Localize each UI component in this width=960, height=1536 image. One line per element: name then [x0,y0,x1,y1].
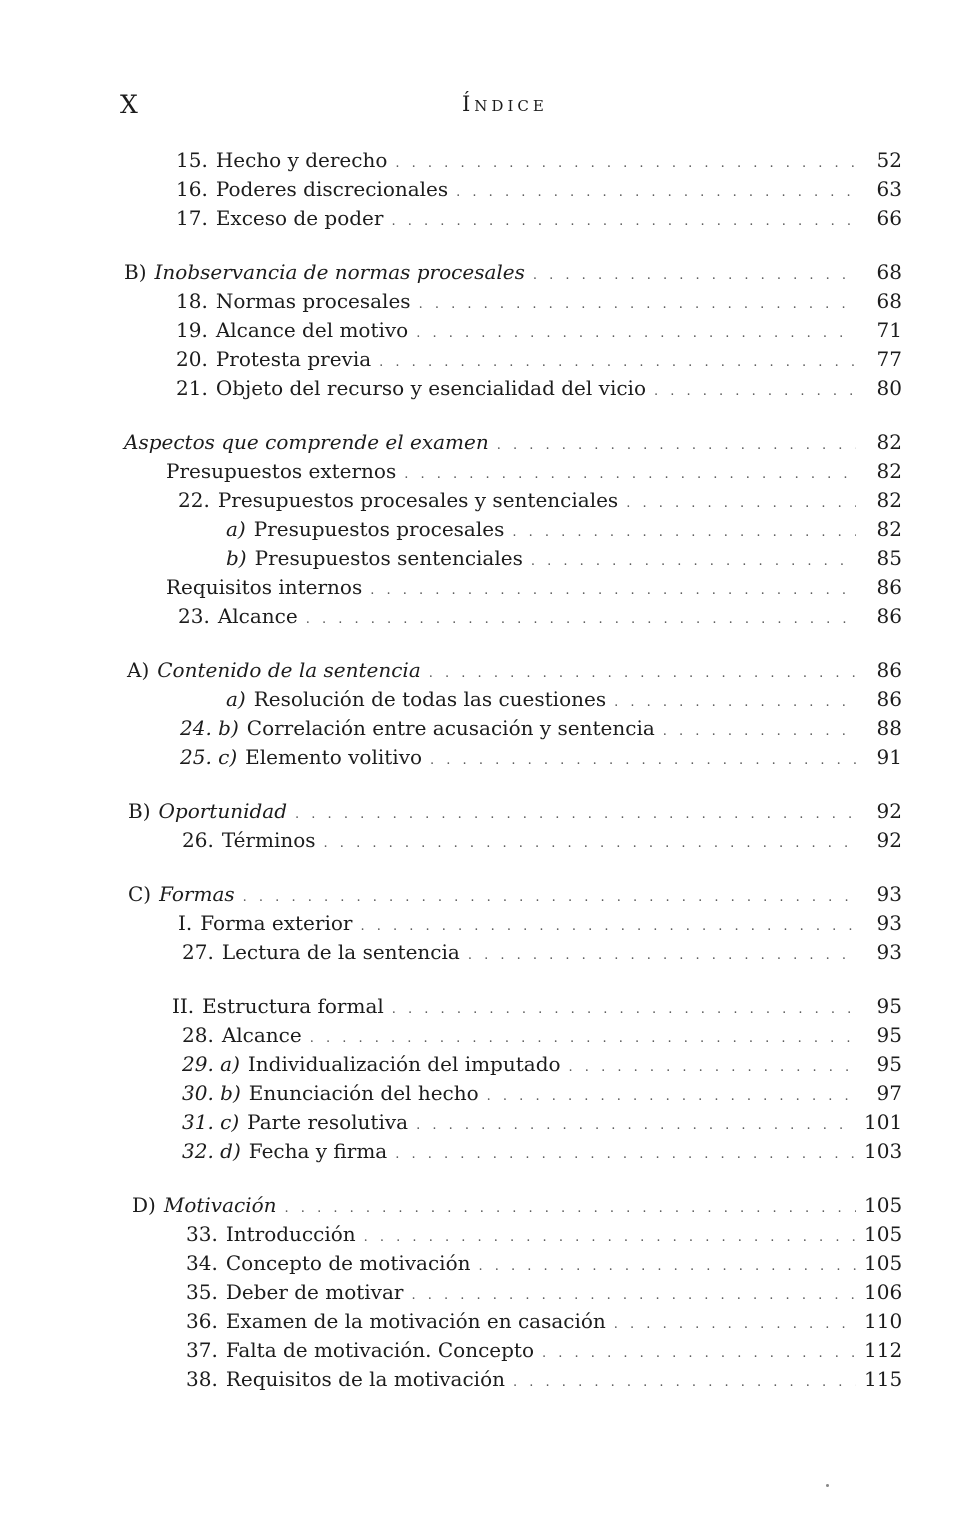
toc-entry-page: 52 [876,148,902,172]
toc-entry-title: Correlación entre acusación y sentencia [246,716,655,740]
dot-leader [395,149,856,178]
toc-entry-page: 93 [876,911,902,935]
toc-entry-number: C) [128,882,152,906]
dot-leader [324,829,856,858]
toc-entry-title: Hecho y derecho [215,148,388,172]
toc-entry-page: 91 [876,745,902,769]
toc-entry-title: Introducción [225,1222,356,1246]
toc-entry-number: 16. [176,177,208,201]
toc-entry [0,1137,960,1166]
toc-entry-title: Deber de motivar [225,1280,404,1304]
toc-entry-page: 105 [864,1251,903,1275]
toc-entry-title: Lectura de la sentencia [221,940,460,964]
toc-entry-page: 106 [864,1280,903,1304]
toc-entry-title: Individualización del imputado [247,1052,561,1076]
dot-leader [614,1310,856,1339]
toc-entry-page: 93 [876,882,902,906]
toc-entry-title: Poderes discrecionales [215,177,449,201]
toc-entry-title: Aspectos que comprende el examen [124,430,489,454]
toc-entry [0,1050,960,1079]
dot-leader [379,348,856,377]
dot-leader [360,912,856,941]
toc-entry-number: 17. [176,206,208,230]
toc-entry [0,1278,960,1307]
dot-leader [404,460,856,489]
toc-entry-number: a) [226,687,246,711]
toc-entry [0,938,960,967]
toc-entry [0,797,960,826]
toc-entry-title: Presupuestos procesales y sentenciales [217,488,619,512]
toc-entry-title: Términos [221,828,316,852]
toc-entry-page: 86 [876,658,902,682]
toc-entry [0,1079,960,1108]
toc-entry-title: Examen de la motivación en casación [225,1309,606,1333]
dot-leader [416,319,856,348]
toc-entry-title: Normas procesales [215,289,411,313]
toc-entry [0,602,960,631]
toc-entry-number: 38. [186,1367,218,1391]
dot-leader [533,261,856,290]
toc-entry-number: 15. [176,148,208,172]
toc-entry-title: Contenido de la sentencia [157,658,421,682]
toc-entry [0,486,960,515]
toc-entry-page: 63 [876,177,902,201]
dot-leader [429,659,856,688]
toc-entry [0,345,960,374]
toc-entry-title: Objeto del recurso y esencialidad del vicio [215,376,646,400]
dot-leader [295,800,856,829]
toc-entry-title: Oportunidad [158,799,288,823]
toc-entry-page: 105 [864,1222,903,1246]
toc-entry-number: 24. b) [180,716,239,740]
toc-entry-page: 86 [876,604,902,628]
toc-entry [0,457,960,486]
toc-entry [0,743,960,772]
toc-entry [0,992,960,1021]
toc-entry [0,826,960,855]
toc-entry-page: 93 [876,940,902,964]
toc-entry-title: Fecha y firma [248,1139,388,1163]
dot-leader [392,995,856,1024]
dot-leader [531,547,856,576]
toc-entry-page: 88 [876,716,902,740]
toc-entry-title: Inobservancia de normas procesales [154,260,525,284]
toc-entry-page: 92 [876,799,902,823]
toc-entry-title: Presupuestos sentenciales [254,546,523,570]
dot-leader [487,1082,856,1111]
toc-entry-number: 29. a) [182,1052,240,1076]
toc-entry [0,1191,960,1220]
toc-entry [0,1021,960,1050]
toc-entry-number: 20. [176,347,208,371]
toc-entry-page: 86 [876,575,902,599]
toc-entry-number: 27. [182,940,214,964]
dot-leader [468,941,856,970]
toc-entry-page: 71 [876,318,902,342]
toc-entry-page: 92 [876,828,902,852]
dot-leader [654,377,856,406]
toc-entry-number: 25. c) [180,745,238,769]
toc-entry-page: 82 [876,517,902,541]
toc-entry [0,428,960,457]
toc-entry-number: 35. [186,1280,218,1304]
toc-entry [0,1249,960,1278]
toc-entry-number: a) [226,517,246,541]
toc-entry-title: Requisitos de la motivación [225,1367,506,1391]
page-number: X [120,90,139,119]
dot-leader [479,1252,857,1281]
toc-entry-title: Falta de motivación. Concepto [225,1338,535,1362]
toc-entry-title: Formas [159,882,235,906]
dot-leader [285,1194,856,1223]
dot-leader [614,688,856,717]
table-of-contents [0,146,960,1394]
toc-entry-page: 95 [876,1052,902,1076]
toc-entry [0,374,960,403]
toc-entry-page: 85 [876,546,902,570]
dot-leader [411,1281,856,1310]
toc-entry [0,1307,960,1336]
toc-entry-title: Estructura formal [202,994,384,1018]
toc-entry-title: Forma exterior [200,911,353,935]
section-gap [0,772,960,797]
toc-entry-page: 77 [876,347,902,371]
dot-leader [569,1053,856,1082]
toc-entry-number: I. [178,911,193,935]
toc-entry-page: 86 [876,687,902,711]
section-gap [0,233,960,258]
toc-entry-title: Elemento volitivo [245,745,423,769]
toc-entry-page: 66 [876,206,902,230]
toc-entry [0,1220,960,1249]
toc-entry-page: 68 [876,289,902,313]
dot-leader [419,290,856,319]
dot-leader [513,1368,856,1397]
toc-entry-page: 95 [876,1023,902,1047]
section-gap [0,631,960,656]
toc-entry-title: Exceso de poder [215,206,384,230]
toc-entry-title: Enunciación del hecho [248,1081,479,1105]
toc-entry [0,880,960,909]
section-gap [0,403,960,428]
dot-leader [306,605,856,634]
toc-entry-number: 23. [178,604,210,628]
dot-leader [626,489,856,518]
toc-entry-title: Resolución de todas las cuestiones [253,687,607,711]
section-gap [0,967,960,992]
toc-entry-number: 32. d) [182,1139,241,1163]
dot-leader [310,1024,856,1053]
dot-leader [663,717,856,746]
toc-entry-page: 82 [876,488,902,512]
toc-entry-title: Motivación [163,1193,277,1217]
toc-entry-number: 34. [186,1251,218,1275]
toc-entry [0,175,960,204]
toc-entry-title: Parte resolutiva [247,1110,409,1134]
dot-leader [456,178,856,207]
toc-entry [0,573,960,602]
toc-entry-number: b) [226,546,247,570]
toc-entry [0,204,960,233]
toc-entry-number: II. [172,994,195,1018]
toc-entry-number: 31. c) [182,1110,240,1134]
dot-leader [364,1223,856,1252]
dot-leader [542,1339,856,1368]
toc-entry-title: Presupuestos externos [166,459,397,483]
toc-entry-number: D) [132,1193,156,1217]
toc-entry [0,258,960,287]
toc-entry-number: B) [128,799,151,823]
toc-entry-page: 103 [864,1139,903,1163]
toc-entry-page: 82 [876,459,902,483]
dot-leader [416,1111,856,1140]
dot-leader [370,576,856,605]
dot-leader [243,883,856,912]
toc-entry-title: Alcance [221,1023,302,1047]
toc-entry-number: 33. [186,1222,218,1246]
toc-entry-number: 26. [182,828,214,852]
toc-entry-number: 28. [182,1023,214,1047]
toc-entry [0,685,960,714]
toc-entry-number: B) [124,260,147,284]
toc-entry-page: 112 [864,1338,903,1362]
toc-entry-number: A) [127,658,150,682]
toc-entry [0,287,960,316]
toc-entry-page: 68 [876,260,902,284]
toc-entry [0,1336,960,1365]
toc-entry-number: 21. [176,376,208,400]
toc-entry-title: Presupuestos procesales [253,517,505,541]
dot-leader [430,746,856,775]
toc-entry-page: 101 [864,1110,903,1134]
toc-entry-page: 105 [864,1193,903,1217]
toc-entry [0,544,960,573]
page-title: Índice [462,92,548,116]
toc-entry-number: 22. [178,488,210,512]
dot-leader [512,518,856,547]
toc-entry-title: Alcance [217,604,298,628]
toc-entry-title: Concepto de motivación [225,1251,471,1275]
dot-leader [391,207,856,236]
toc-entry [0,1108,960,1137]
toc-entry-page: 80 [876,376,902,400]
toc-entry-title: Alcance del motivo [215,318,409,342]
toc-entry-number: 30. b) [182,1081,241,1105]
toc-entry-number: 36. [186,1309,218,1333]
print-speck [826,1484,829,1487]
toc-entry [0,714,960,743]
toc-entry-page: 95 [876,994,902,1018]
toc-entry [0,316,960,345]
page-header [0,86,960,126]
toc-entry-title: Protesta previa [215,347,372,371]
toc-entry-title: Requisitos internos [166,575,363,599]
dot-leader [497,431,856,460]
toc-entry [0,515,960,544]
toc-entry-number: 37. [186,1338,218,1362]
toc-entry [0,909,960,938]
toc-entry-page: 97 [876,1081,902,1105]
toc-entry-page: 110 [864,1309,903,1333]
toc-entry-number: 18. [176,289,208,313]
toc-entry [0,656,960,685]
toc-entry [0,1365,960,1394]
section-gap [0,855,960,880]
dot-leader [395,1140,856,1169]
section-gap [0,1166,960,1191]
toc-entry-number: 19. [176,318,208,342]
toc-entry-page: 115 [864,1367,903,1391]
toc-entry-page: 82 [876,430,902,454]
toc-entry [0,146,960,175]
